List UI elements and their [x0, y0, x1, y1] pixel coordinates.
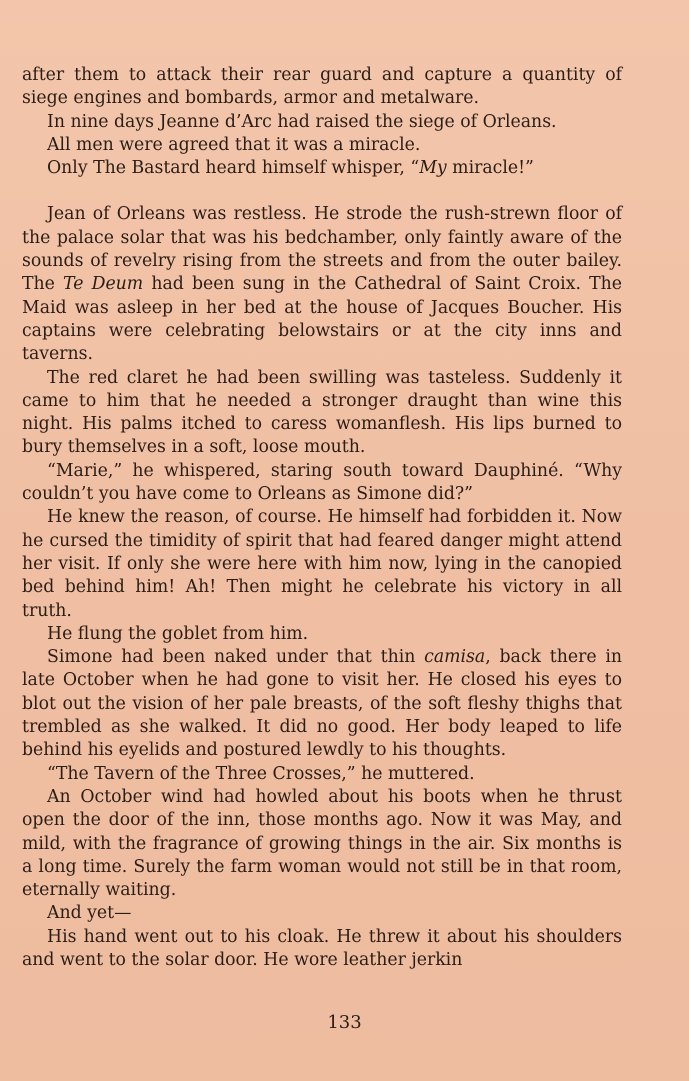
page-number: 133	[327, 1012, 362, 1033]
paragraph: His hand went out to his cloak. He threw it about his shoulders and went to the solar door. He wore leather jerkin	[22, 926, 622, 970]
paragraph: Jean of Orleans was restless. He strode the rush-strewn floor of the palace solar that was his bedchamber, only faintly aware of the sounds of revelry rising from the streets and from the outer bailey. The Te Deum had been sung in the Cathedral of Saint Croix. The Maid was asleep in her bed at the house of Jacques Boucher. His captains were celebrating belowstairs or at the city inns and taverns.	[22, 204, 622, 365]
paragraph: after them to attack their rear guard and capture a quantity of siege engines and bombards, armor and metalware.	[22, 65, 622, 109]
paragraph: Simone had been naked under that thin camisa, back there in late October when he had gone to visit her. He closed his eyes to blot out the vision of her pale breasts, of the soft fleshy thighs that trembled as she walked. It did no good. Her body leaped to life behind his eyelids and postured lewdly to his thoughts.	[22, 647, 622, 761]
paragraph: In nine days Jeanne d’Arc had raised the siege of Orleans.	[47, 111, 557, 132]
paragraph: He flung the goblet from him.	[47, 623, 309, 644]
paragraph: The red claret he had been swilling was tasteless. Suddenly it came to him that he needed a stronger draught than wine this night. His palms itched to caress womanflesh. His lips burned to bury themselves in a soft, loose mouth.	[22, 367, 622, 458]
paragraph: “The Tavern of the Three Crosses,” he muttered.	[47, 763, 475, 784]
paragraph: “Marie,” he whispered, staring south toward Dauphiné. “Why couldn’t you have come to Orleans as Simone did?”	[22, 460, 622, 505]
paragraph: Only The Bastard heard himself whisper, “My miracle!”	[47, 158, 534, 179]
paragraph: An October wind had howled about his boots when he thrust open the door of the inn, those months ago. Now it was May, and mild, with the fragrance of growing things in the air. Six months is a long time. Surely the farm woman would not still be in that room, eternally waiting.	[22, 786, 622, 901]
paragraph: He knew the reason, of course. He himself had forbidden it. Now he cursed the timidity of spirit that had feared danger might attend her visit. If only she were here with him now, lying in the canopied bed behind him! Ah! Then might he celebrate his victory in all truth.	[22, 507, 622, 621]
body-text	[22, 64, 622, 972]
paragraph: And yet—	[47, 903, 132, 924]
paragraph: All men were agreed that it was a miracle.	[47, 134, 421, 155]
